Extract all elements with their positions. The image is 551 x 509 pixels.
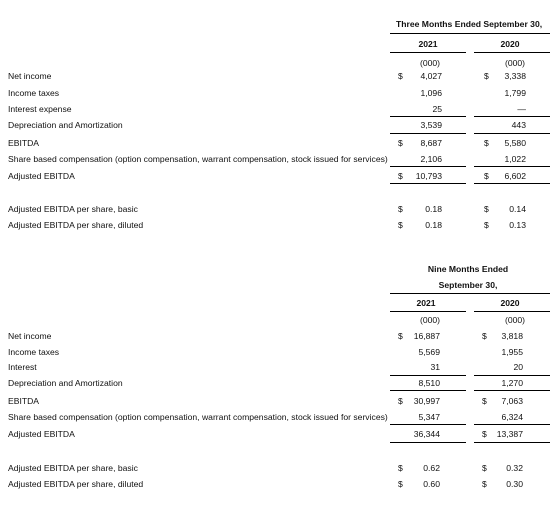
row-label: Interest [8,362,37,372]
value-cell: 0.18 [425,220,442,230]
value-cell: 8,687 [420,138,442,148]
value-cell: 6,324 [501,412,523,422]
value-cell: 4,027 [420,71,442,81]
currency-symbol: $ [398,171,403,181]
row-label: Adjusted EBITDA per share, basic [8,463,138,473]
subtotal-rule [474,375,550,376]
subtotal-rule [474,390,550,391]
value-cell: 7,063 [501,396,523,406]
subtotal-rule [390,375,466,376]
subtotal-rule [474,424,550,425]
year-rule [390,52,466,53]
value-cell: 0.13 [509,220,526,230]
year-rule [474,52,550,53]
value-cell: 0.30 [506,479,523,489]
value-cell: 20 [513,362,523,372]
row-label: Adjusted EBITDA [8,171,75,181]
year-rule [390,311,466,312]
unit-label: (000) [504,315,526,325]
row-label: Adjusted EBITDA per share, diluted [8,479,144,489]
value-cell: 1,096 [420,88,442,98]
year-header: 2020 [500,298,520,308]
currency-symbol: $ [398,463,403,473]
value-cell: 16,887 [413,331,440,341]
year-header: 2020 [500,39,520,49]
value-cell: 25 [432,104,442,114]
currency-symbol: $ [398,396,403,406]
value-cell: — [517,104,526,114]
value-cell: 13,387 [496,429,523,439]
subtotal-rule [390,133,466,134]
subtotal-rule [390,424,466,425]
value-cell: 3,818 [501,331,523,341]
currency-symbol: $ [484,171,489,181]
value-cell: 5,347 [418,412,440,422]
subtotal-rule [390,390,466,391]
currency-symbol: $ [484,220,489,230]
total-rule [474,183,550,184]
period-header: Three Months Ended September 30, [396,19,543,29]
value-cell: 1,022 [504,154,526,164]
value-cell: 0.18 [425,204,442,214]
value-cell: 0.62 [423,463,440,473]
subtotal-rule [474,116,550,117]
row-label: Adjusted EBITDA [8,429,75,439]
unit-label: (000) [504,58,526,68]
value-cell: 1,955 [501,347,523,357]
header-rule [390,33,550,34]
unit-label: (000) [419,315,441,325]
year-header: 2021 [416,298,436,308]
currency-symbol: $ [482,479,487,489]
currency-symbol: $ [398,138,403,148]
currency-symbol: $ [398,71,403,81]
year-rule [474,311,550,312]
row-label: Net income [8,71,52,81]
total-rule [390,183,466,184]
value-cell: 30,997 [413,396,440,406]
currency-symbol: $ [482,396,487,406]
row-label: Depreciation and Amortization [8,120,123,130]
value-cell: 0.60 [423,479,440,489]
value-cell: 443 [511,120,526,130]
total-rule [390,442,466,443]
currency-symbol: $ [482,331,487,341]
subtotal-rule [390,116,466,117]
subtotal-rule [474,133,550,134]
header-rule [390,293,550,294]
value-cell: 2,106 [420,154,442,164]
row-label: Net income [8,331,52,341]
value-cell: 3,539 [420,120,442,130]
currency-symbol: $ [482,463,487,473]
value-cell: 0.32 [506,463,523,473]
row-label: Share based compensation (option compensation, warrant compensation, stock issued for services) [8,154,388,164]
subtotal-rule [474,166,550,167]
value-cell: 6,602 [504,171,526,181]
currency-symbol: $ [482,429,487,439]
value-cell: 10,793 [415,171,442,181]
row-label: EBITDA [8,138,40,148]
currency-symbol: $ [484,138,489,148]
row-label: Share based compensation (option compensation, warrant compensation, stock issued for services) [8,412,388,422]
row-label: Depreciation and Amortization [8,378,123,388]
row-label: Income taxes [8,347,60,357]
value-cell: 1,799 [504,88,526,98]
currency-symbol: $ [398,479,403,489]
year-header: 2021 [418,39,438,49]
unit-label: (000) [419,58,441,68]
row-label: EBITDA [8,396,40,406]
currency-symbol: $ [484,204,489,214]
currency-symbol: $ [398,204,403,214]
currency-symbol: $ [398,331,403,341]
value-cell: 1,270 [501,378,523,388]
row-label: Adjusted EBITDA per share, basic [8,204,138,214]
row-label: Adjusted EBITDA per share, diluted [8,220,144,230]
row-label: Interest expense [8,104,72,114]
period-header: Nine Months Ended [427,264,509,274]
row-label: Income taxes [8,88,60,98]
value-cell: 31 [430,362,440,372]
currency-symbol: $ [484,71,489,81]
value-cell: 0.14 [509,204,526,214]
value-cell: 8,510 [418,378,440,388]
value-cell: 5,580 [504,138,526,148]
value-cell: 36,344 [413,429,440,439]
total-rule [474,442,550,443]
currency-symbol: $ [398,220,403,230]
period-header: September 30, [438,280,498,290]
subtotal-rule [390,166,466,167]
value-cell: 5,569 [418,347,440,357]
value-cell: 3,338 [504,71,526,81]
